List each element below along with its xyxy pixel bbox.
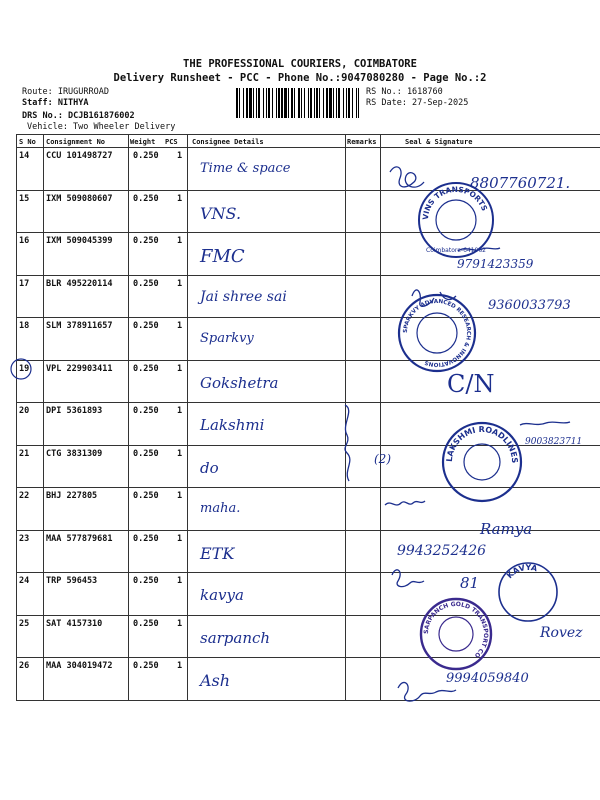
row-sno: 17: [19, 279, 30, 289]
phone-handwritten-26: 9994059840: [446, 671, 529, 686]
svg-text:VINS TRANSPORTS: VINS TRANSPORTS: [420, 184, 490, 221]
row-weight: 0.250: [133, 619, 159, 629]
row-consignment-no: DPI 5361893: [46, 406, 103, 416]
row-consignment-no: IXM 509080607: [46, 194, 113, 204]
svg-text:SPARKVY ADVANCED RESEARCH & IN: SPARKVY ADVANCED RESEARCH & INNOVATIONS: [402, 298, 472, 368]
row-sno: 15: [19, 194, 30, 204]
col-header-sno: S No: [19, 138, 36, 146]
svg-text:Coimbatore-641062: Coimbatore-641062: [426, 247, 486, 254]
row-sno: 20: [19, 406, 30, 416]
row-consignee-handwritten: Jai shree sai: [200, 289, 287, 305]
row-weight: 0.250: [133, 151, 159, 161]
row-pcs: 1: [177, 534, 183, 544]
row-consignment-no: CTG 3831309: [46, 449, 103, 459]
row-pcs: 1: [177, 151, 183, 161]
row-consignee-handwritten: Gokshetra: [200, 374, 279, 392]
row-consignment-no: VPL 229903411: [46, 364, 113, 374]
vehicle-label: Vehicle: Two Wheeler Delivery: [27, 122, 176, 132]
row-pcs: 1: [177, 279, 183, 289]
name-handwritten-23: Ramya: [480, 520, 533, 538]
svg-text:KAVYA: KAVYA: [505, 562, 539, 581]
svg-text:LAKSHMI ROADLINES: LAKSHMI ROADLINES: [444, 424, 520, 464]
row-sno: 26: [19, 661, 30, 671]
row-consignment-no: BHJ 227805: [46, 491, 98, 501]
row-consignee-handwritten: Sparkvy: [200, 331, 254, 346]
row-weight: 0.250: [133, 576, 159, 586]
sparkvy-stamp: [396, 292, 478, 374]
phone-handwritten-16: 9791423359: [457, 257, 534, 271]
rs-number: RS No.: 1618760: [366, 87, 443, 97]
name-handwritten-25: Rovez: [540, 625, 583, 641]
rs-date: RS Date: 27-Sep-2025: [366, 98, 469, 108]
row-weight: 0.250: [133, 236, 159, 246]
row-sno: 22: [19, 491, 30, 501]
row-weight: 0.250: [133, 661, 159, 671]
svg-text:SARPANCH GOLD TRANSPORT CO: SARPANCH GOLD TRANSPORT CO: [422, 600, 490, 659]
phone-handwritten-17: 9360033793: [488, 298, 571, 313]
row-consignment-no: BLR 495220114: [46, 279, 113, 289]
row-sno: 23: [19, 534, 30, 544]
phone-handwritten-21: 9003823711: [525, 437, 583, 447]
col-header-consignment: Consignment No: [46, 138, 106, 146]
row-consignee-handwritten: ETK: [200, 544, 235, 563]
row-consignee-handwritten: Lakshmi: [200, 416, 265, 434]
row-weight: 0.250: [133, 279, 159, 289]
row-consignment-no: SLM 378911657: [46, 321, 113, 331]
col-header-pcs: PCS: [165, 138, 178, 146]
row-sno: 16: [19, 236, 30, 246]
row-consignee-handwritten: sarpanch: [200, 629, 271, 647]
company-title: THE PROFESSIONAL COURIERS, COIMBATORE: [183, 58, 417, 70]
phone-handwritten-23: 9943252426: [397, 543, 487, 559]
runsheet-subtitle: Delivery Runsheet - PCC - Phone No.:9047080280 - Page No.:2: [113, 72, 487, 84]
row-consignment-no: MAA 577879681: [46, 534, 113, 544]
col-header-seal: Seal & Signature: [405, 138, 473, 146]
row-consignee-handwritten: kavya: [200, 586, 244, 604]
route-label: Route: IRUGURROAD: [22, 87, 109, 97]
row-pcs: 1: [177, 364, 183, 374]
staff-label: Staff: NITHYA: [22, 98, 89, 108]
row-pcs: 1: [177, 619, 183, 629]
row-sno: 21: [19, 449, 30, 459]
row-consignee-handwritten: Ash: [200, 671, 231, 690]
row-weight: 0.250: [133, 491, 159, 501]
row-weight: 0.250: [133, 534, 159, 544]
col-header-weight: Weight: [130, 138, 156, 146]
row-consignee-handwritten: VNS.: [200, 204, 242, 223]
row-consignee-handwritten: maha.: [200, 501, 241, 516]
kavya-stamp: [496, 560, 560, 624]
row-weight: 0.250: [133, 321, 159, 331]
row-sno: 24: [19, 576, 30, 586]
row-pcs: 1: [177, 449, 183, 459]
cn-handwritten-19: C/N: [447, 370, 495, 398]
vins-transports-stamp: [416, 180, 496, 260]
row-pcs: 1: [177, 661, 183, 671]
lakshmi-roadlines-stamp: [440, 420, 524, 504]
phone-handwritten-14: 8807760721.: [470, 174, 571, 192]
row-pcs: 1: [177, 406, 183, 416]
row-weight: 0.250: [133, 406, 159, 416]
row-sno: 14: [19, 151, 30, 161]
col-header-consignee: Consignee Details: [192, 138, 264, 146]
row-sno: 25: [19, 619, 30, 629]
row-consignee-handwritten: Time & space: [200, 161, 291, 176]
row-consignment-no: TRP 596453: [46, 576, 98, 586]
row-pcs: 1: [177, 491, 183, 501]
phone-handwritten-24: 81: [460, 574, 480, 592]
row-weight: 0.250: [133, 194, 159, 204]
row-pcs: 1: [177, 576, 183, 586]
row-pcs: 1: [177, 194, 183, 204]
row-weight: 0.250: [133, 364, 159, 374]
row-consignee-handwritten: do: [200, 459, 219, 477]
drs-label: DRS No.: DCJB161876002: [22, 111, 135, 121]
remarks-handwritten-21: (2): [374, 452, 391, 466]
row-consignment-no: SAT 4157310: [46, 619, 103, 629]
row-weight: 0.250: [133, 449, 159, 459]
row-sno: 19: [19, 364, 30, 374]
row-consignment-no: CCU 101498727: [46, 151, 113, 161]
row-consignment-no: MAA 304019472: [46, 661, 113, 671]
row-pcs: 1: [177, 236, 183, 246]
row-consignment-no: IXM 509045399: [46, 236, 113, 246]
col-header-remarks: Remarks: [347, 138, 377, 146]
sarpanch-stamp: [418, 596, 494, 672]
row-consignee-handwritten: FMC: [200, 246, 245, 267]
row-pcs: 1: [177, 321, 183, 331]
row-sno: 18: [19, 321, 30, 331]
